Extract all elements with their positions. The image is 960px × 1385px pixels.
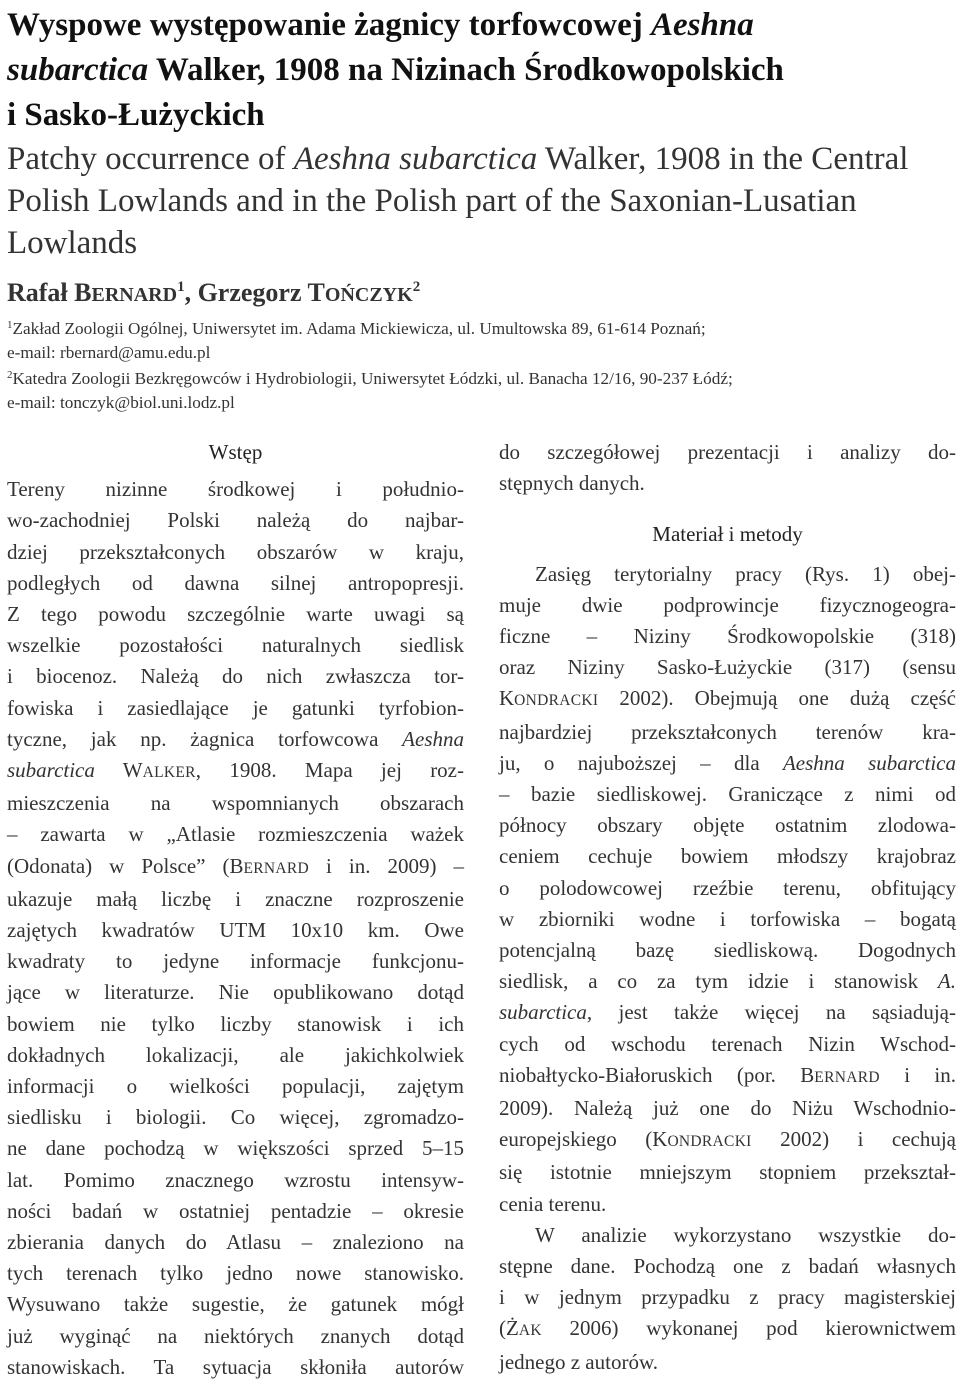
kondracki-initial: K xyxy=(499,686,515,711)
affiliation-2-address: Katedra Zoologii Bezkręgowców i Hydrobiologii, Uniwersytet Łódzki, ul. Banacha 12/16, 90-237 Łódź; xyxy=(12,369,733,388)
text-line: lat. Pomimo znacznego wzrostu intensyw- xyxy=(7,1167,464,1192)
author-separator: , xyxy=(184,278,198,307)
kondracki-rest: ONDRACKI xyxy=(667,1133,752,1151)
text-line: informacji o wielkości populacji, zajętym xyxy=(7,1074,464,1099)
text-line: stępne dane. Pochodzą one z badań własnych xyxy=(499,1254,956,1279)
bernard-rest: ERNARD xyxy=(814,1068,880,1086)
text-line: już wyginąć na niektórych znanych dotąd xyxy=(7,1323,464,1348)
species-genus: Aeshna xyxy=(402,726,464,751)
species-epithet: subarctica xyxy=(7,758,95,783)
text-line xyxy=(499,1124,956,1157)
walker-initial: W xyxy=(122,758,143,783)
title-english-line2: Polish Lowlands and in the Polish part of the Saxonian-Lusatian xyxy=(7,183,857,219)
text-line: stępnych danych. xyxy=(499,471,645,496)
affiliation-2-email[interactable]: e-mail: tonczyk@biol.uni.lodz.pl xyxy=(7,393,235,412)
text-line: fowiska i zasiedlające je gatunki tyrfobion- xyxy=(7,695,464,720)
text-line: – zawarta w „Atlasie rozmieszczenia ważek xyxy=(7,822,464,847)
title-english-line3: Lowlands xyxy=(7,225,138,261)
title-polish-species-genus: Aeshna xyxy=(651,7,754,43)
text-line: najbardziej przekształconych terenów kra- xyxy=(499,719,956,744)
text-line: tych terenach tylko jedno nowe stanowisko. xyxy=(7,1261,464,1286)
text-line: – bazie siedliskowej. Graniczące z nimi od xyxy=(499,782,956,807)
text-line: o polodowcowej rzeźbie terenu, obfitujący xyxy=(499,875,956,900)
walker-rest: ALKER xyxy=(142,764,196,782)
text-line: kwadraty to jedyne informacje funkcjonu- xyxy=(7,949,464,974)
text-line: Tereny nizinne środkowej i południo- xyxy=(7,477,464,502)
author1-affiliation-mark: 1 xyxy=(177,279,185,295)
right-column xyxy=(499,437,956,1378)
text-fragment: siedlisk, a co za tym idzie i stanowisk xyxy=(499,969,938,994)
species-genus-initial: A. xyxy=(937,969,956,994)
text-line: ceniem cechuje bowiem młodszy krajobraz xyxy=(499,844,956,869)
author2-surname-initial: T xyxy=(307,278,325,307)
kondracki-initial: K xyxy=(652,1127,668,1152)
text-line: zajętych kwadratów UTM 10x10 km. Owe xyxy=(7,918,464,943)
text-line: muje dwie podprowincje fizycznogeogra- xyxy=(499,592,956,617)
text-line: jednego z autorów. xyxy=(499,1349,658,1374)
text-line: jące w literaturze. Nie opublikowano dotąd xyxy=(7,980,464,1005)
text-line: północy obszary objęte ostatnim zlodowa- xyxy=(499,813,956,838)
title-english-line1-rest: Walker, 1908 in the Central xyxy=(537,141,909,177)
title-polish-species-epithet: subarctica xyxy=(7,52,149,88)
zak-rest: AK xyxy=(518,1322,542,1340)
author2-first-name: Grzegorz xyxy=(197,278,308,307)
text-line xyxy=(7,755,464,788)
author-list xyxy=(7,276,957,312)
text-line: Z tego powodu szczególnie warte uwagi są xyxy=(7,602,464,627)
text-line: ficzne – Niziny Środkowopolskie (318) xyxy=(499,624,956,649)
bernard-rest: ERNARD xyxy=(243,859,310,877)
text-line: W analizie wykorzystano wszystkie do- xyxy=(535,1222,956,1247)
text-fragment: , jest także więcej na sąsiadują- xyxy=(586,1000,956,1025)
text-line: bowiem nie tylko liczby stanowisk i ich xyxy=(7,1011,464,1036)
author1-first-name: Rafał xyxy=(7,278,75,307)
text-line: siedlisku i biologii. Co więcej, zgromadzo- xyxy=(7,1105,464,1130)
bernard-citation-tail: i in. 2009) – xyxy=(309,853,464,878)
text-line: się istotnie mniejszym stopniem przekształ- xyxy=(499,1160,956,1185)
methods-paragraph-1 xyxy=(499,559,956,1220)
text-fragment: (Odonata) w Polsce” ( xyxy=(7,853,230,878)
species-epithet: subarctica xyxy=(499,1000,587,1025)
text-fragment: niobałtycko-Białoruskich (por. xyxy=(499,1062,801,1087)
text-fragment: Mapa jej roz- xyxy=(304,758,464,783)
title-english-species: Aeshna subarctica xyxy=(293,141,538,177)
affiliation-2-mark: 2 xyxy=(7,369,13,381)
methods-paragraph-2 xyxy=(499,1220,956,1378)
text-line: potencjalną bazę siedliskową. Dogodnych xyxy=(499,938,956,963)
title-polish-line2: Walker, 1908 na Nizinach Środkowopolskich xyxy=(148,52,784,88)
text-line xyxy=(499,997,956,1028)
text-line: Wysuwano także sugestie, że gatunek mógł xyxy=(7,1292,464,1317)
zak-initial: Ż xyxy=(506,1316,519,1341)
text-line: i biocenoz. Należą do nich zwłaszcza tor- xyxy=(7,664,464,689)
author1-surname-rest: ERNARD xyxy=(91,284,178,306)
section-heading-introduction: Wstęp xyxy=(208,440,263,464)
affiliation-1-email[interactable]: e-mail: rbernard@amu.edu.pl xyxy=(7,343,211,362)
text-line: wszelkie pozostałości naturalnych siedlisk xyxy=(7,633,464,658)
left-column xyxy=(7,437,464,1383)
text-line: 2009). Należą już one do Niżu Wschodnio- xyxy=(499,1096,956,1121)
title-polish xyxy=(7,3,957,138)
text-line: do szczegółowej prezentacji i analizy do- xyxy=(499,440,956,464)
text-line: ności badań w ostatniej pentadzie – okresie xyxy=(7,1198,464,1223)
species-name: Aeshna subarctica xyxy=(782,750,956,775)
text-line: ne dane pochodzą w większości sprzed 5–15 xyxy=(7,1136,464,1161)
affiliation-1 xyxy=(7,317,957,365)
text-line xyxy=(7,724,464,755)
text-line: cenia terenu. xyxy=(499,1191,607,1216)
text-line: w zbiorniki wodne i torfowiska – bogatą xyxy=(499,906,956,931)
text-fragment: tyczne, jak np. żagnica torfowcowa xyxy=(7,726,403,751)
author2-affiliation-mark: 2 xyxy=(412,279,421,295)
affiliation-1-mark: 1 xyxy=(7,319,13,331)
text-fragment: i in. xyxy=(879,1062,956,1087)
bernard-initial: B xyxy=(800,1062,815,1087)
text-fragment: ju, o najuboższej – dla xyxy=(499,750,783,775)
bernard-initial: B xyxy=(229,853,244,878)
introduction-continuation xyxy=(499,437,956,499)
text-line: oraz Niziny Sasko-Łużyckie (317) (sensu xyxy=(499,655,956,680)
kondracki-rest: ONDRACKI xyxy=(514,692,599,710)
text-line: i w jednym przypadku z pracy magisterskiej xyxy=(499,1285,956,1310)
text-line: zbierania danych do Atlasu – znaleziono na xyxy=(7,1230,464,1255)
text-line: dokładnych lokalizacji, ale jakichkolwiek xyxy=(7,1042,464,1067)
text-line: podległych od dawna silnej antropopresji. xyxy=(7,570,464,595)
title-polish-line1: Wyspowe występowanie żagnicy torfowcowej xyxy=(7,7,651,43)
text-fragment: 2006) wykonanej pod kierownictwem xyxy=(541,1316,956,1341)
text-line xyxy=(499,1313,956,1346)
author1-surname-initial: B xyxy=(74,278,92,307)
text-line xyxy=(7,851,464,884)
title-english-prefix: Patchy occurrence of xyxy=(7,141,294,177)
text-line xyxy=(499,966,956,997)
author2-surname-rest: OŃCZYK xyxy=(324,284,413,306)
text-line: mieszczenia na wspomnianych obszarach xyxy=(7,791,464,816)
text-line: stanowiskach. Ta sytuacja skłoniła autorów xyxy=(7,1354,464,1379)
text-line: ukazuje małą liczbę i znaczne rozproszenie xyxy=(7,886,464,911)
text-line xyxy=(499,1060,956,1093)
text-line: Zasięg terytorialny pracy (Rys. 1) obej- xyxy=(535,561,956,586)
text-fragment: europejskiego ( xyxy=(499,1127,653,1152)
affiliation-1-address: Zakład Zoologii Ogólnej, Uniwersytet im. Adama Mickiewicza, ul. Umultowska 89, 61-614 Poznań; xyxy=(12,319,706,338)
text-fragment: 2002) i cechują xyxy=(751,1127,956,1152)
text-fragment: ( xyxy=(499,1316,506,1341)
introduction-paragraph xyxy=(7,474,464,1383)
text-line: wo-zachodniej Polski należą do najbar- xyxy=(7,508,464,533)
text-fragment: 2002). Obejmują one dużą część xyxy=(598,686,956,711)
title-english xyxy=(7,138,957,264)
walker-year: , 1908. xyxy=(195,758,305,783)
title-polish-line3: i Sasko-Łużyckich xyxy=(7,97,265,133)
text-line: dziej przekształconych obszarów w kraju, xyxy=(7,539,464,564)
text-line xyxy=(499,748,956,779)
text-line xyxy=(499,683,956,716)
affiliation-2 xyxy=(7,367,957,415)
section-heading-methods: Materiał i metody xyxy=(652,522,803,547)
text-line: cych od wschodu terenach Nizin Wschod- xyxy=(499,1031,956,1056)
